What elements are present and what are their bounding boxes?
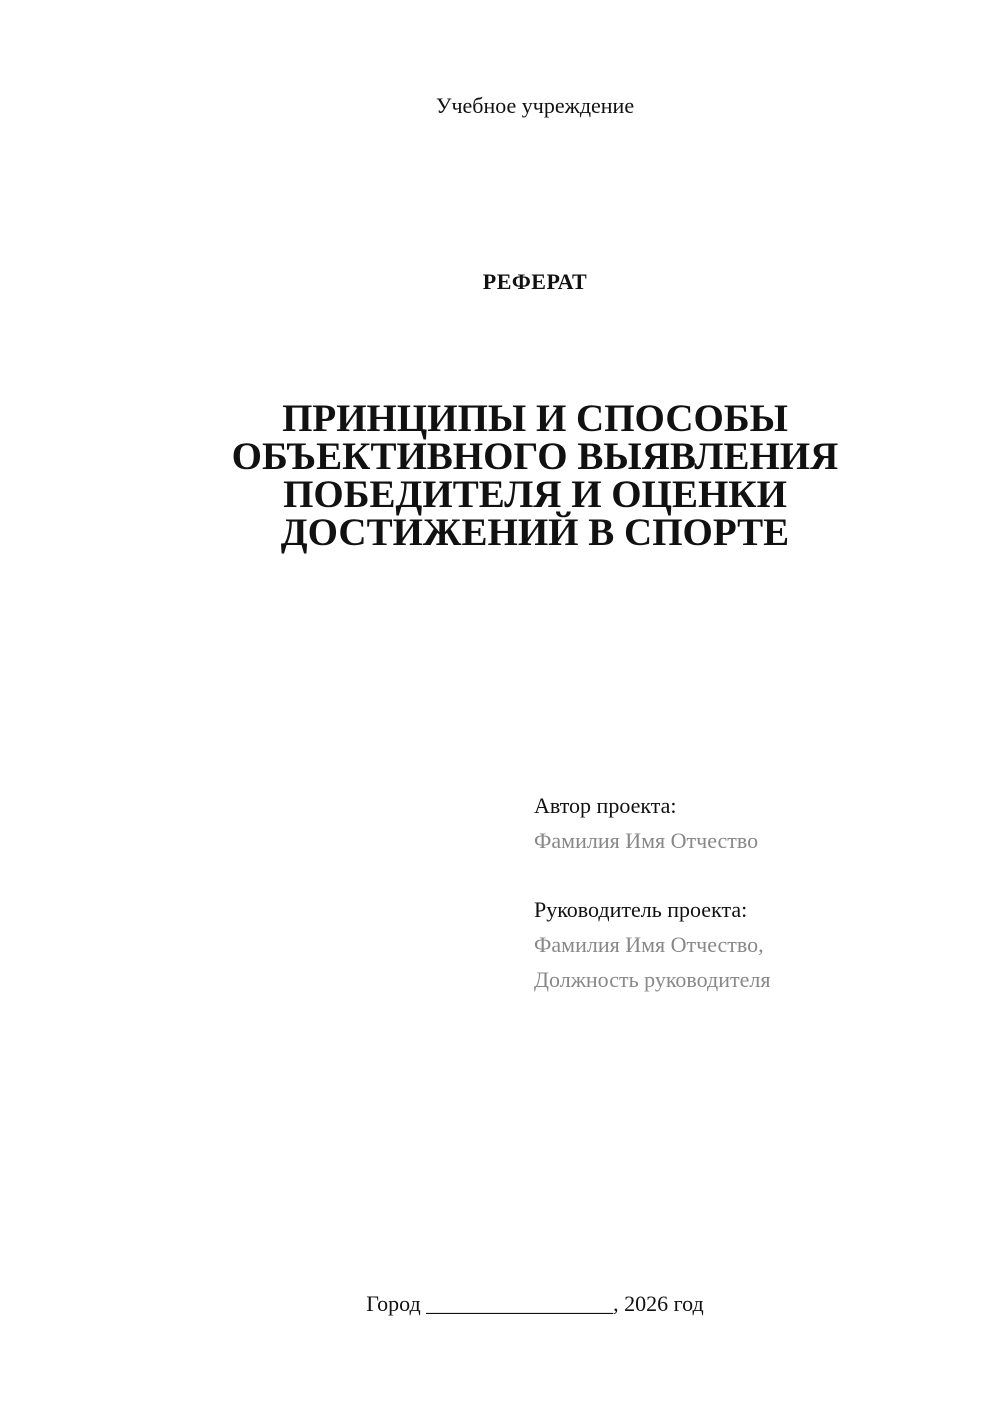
supervisor-label: Руководитель проекта: — [534, 897, 748, 922]
spacer — [534, 858, 974, 892]
supervisor-position-placeholder: Должность руководителя — [534, 967, 771, 992]
city-year-line: Город _________________, 2026 год — [366, 1291, 704, 1316]
document-type: РЕФЕРАТ — [482, 269, 588, 294]
title-line: ДОСТИЖЕНИЙ В СПОРТЕ — [280, 511, 790, 554]
credits-block — [534, 788, 974, 997]
author-label: Автор проекта: — [534, 793, 677, 818]
document-title — [0, 397, 1000, 554]
title-line: ПРИНЦИПЫ И СПОСОБЫ — [282, 397, 788, 440]
supervisor-name-placeholder: Фамилия Имя Отчество, — [534, 932, 764, 957]
author-name-placeholder: Фамилия Имя Отчество — [534, 828, 759, 853]
title-line: ОБЪЕКТИВНОГО ВЫЯВЛЕНИЯ — [231, 435, 839, 478]
institution-name: Учебное учреждение — [435, 93, 635, 118]
title-line: ПОБЕДИТЕЛЯ И ОЦЕНКИ — [283, 473, 787, 516]
